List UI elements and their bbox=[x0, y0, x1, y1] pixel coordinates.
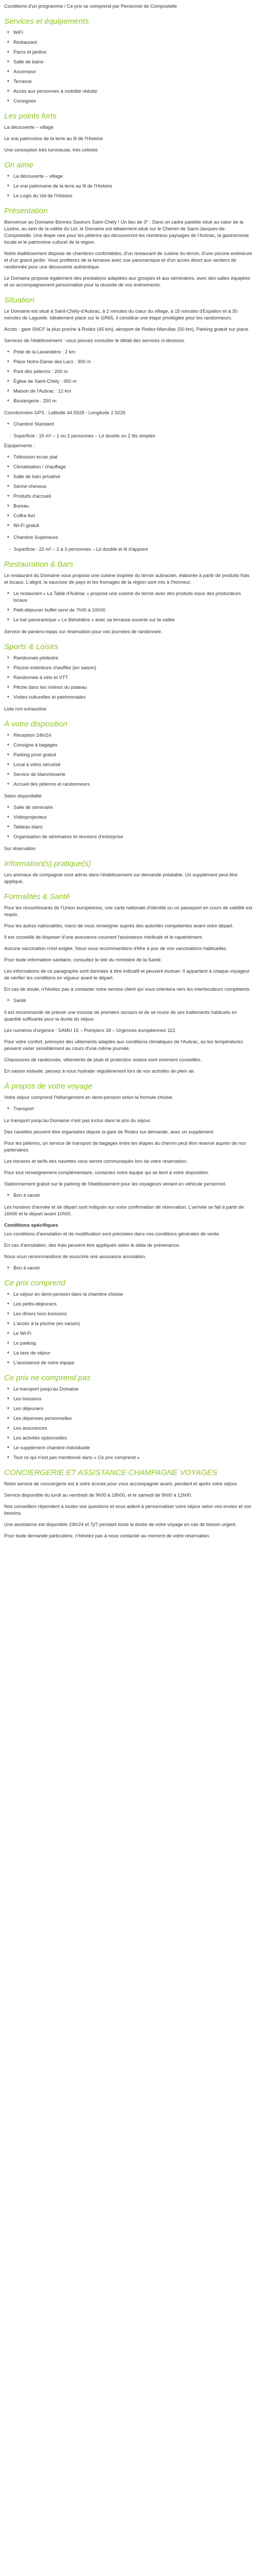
conditions-subheading: Conditions spécifiques bbox=[4, 1223, 58, 1228]
sante-list bbox=[4, 997, 254, 1004]
list-item: ■ Chambre Standard bbox=[13, 421, 254, 428]
propos-text: Les horaires et tarifs des navettes vous seront communiqués lors de votre réservation. bbox=[4, 1159, 188, 1164]
list-item: ■ Les déjeuners bbox=[13, 1405, 254, 1412]
list-item: ■ Service de blanchisserie bbox=[13, 771, 254, 778]
list-item: ■ Télévision écran plat bbox=[13, 454, 254, 461]
propos-text: Pour les pèlerins, un service de transport de bagages entre les étapes du chemin peut être réservé auprès de nos partenaires. bbox=[4, 1141, 246, 1153]
list-item: ■ Santé bbox=[13, 997, 254, 1004]
ne-comprend-heading: Ce prix ne comprend pas bbox=[4, 1374, 91, 1382]
infos-text: Les animaux de compagnie sont admis dans l'établissement sur demande préalable. Un supplément peut être appliqué. bbox=[4, 872, 238, 884]
list-item: ■ Piste de la Lavandière : 2 km bbox=[13, 349, 254, 355]
list-item: ■ Le supplément chambre individuelle bbox=[13, 1445, 254, 1451]
gps-text: Coordonnées GPS : Latitude 44.5928 - Longitude 2.9226 bbox=[4, 410, 126, 415]
list-item: ■ Maison de l'Aubrac : 12 km bbox=[13, 388, 254, 395]
intro-text: Conditions d'un programme / Ce prix se comprend par Personnel de Compostelle bbox=[4, 4, 178, 9]
room-list bbox=[4, 534, 254, 541]
situation-list bbox=[4, 349, 254, 404]
list-item: ■ Salle de séminaire bbox=[13, 804, 254, 811]
situation-text: Le Domaine est situé à Saint-Chély-d'Aubrac, à 2 minutes du cœur du village, à 15 minutes d'Espalion et à 30 minutes de Laguiole. Idéalement placé sur le GR65, il constitue une étape privilégiée pour les randonneurs. bbox=[4, 309, 238, 320]
formalites-text: Il est conseillé de disposer d'une assurance couvrant l'assistance médicale et le rapatriement. bbox=[4, 935, 203, 940]
list-item: ■ Parcs et jardins bbox=[13, 49, 254, 56]
formalites-text: Il est recommandé de prévoir une trousse de premiers secours et de se munir de ses traitements habituels en quantité suffisante pour la durée du séjour. bbox=[4, 1010, 237, 1022]
situation-heading: Situation bbox=[4, 296, 35, 304]
bon-a-savoir-list bbox=[4, 1192, 254, 1199]
propos-text: Les conditions d'annulation et de modification sont précisées dans nos conditions générales de vente. bbox=[4, 1231, 220, 1236]
list-item: ■ Le restaurant « La Table d'Aubrac » propose une cuisine du terroir avec des produits issus des producteurs locaux bbox=[13, 590, 254, 604]
formalites-text: Pour votre confort, prévoyez des vêtements adaptés aux conditions climatiques de l'Aubrac, où les températures peuvent varier sensiblement au cours d'une même journée. bbox=[4, 1039, 243, 1051]
bon-a-savoir-list bbox=[4, 1265, 254, 1272]
list-item: ■ Accueil des pèlerins et randonneurs bbox=[13, 781, 254, 788]
list-item: ■ Climatisation / chauffage bbox=[13, 464, 254, 470]
room-details bbox=[9, 433, 254, 439]
sports-list bbox=[4, 655, 254, 701]
restauration-heading: Restauration & Bars bbox=[4, 560, 74, 569]
conciergerie-text: Pour toute demande particulière, n'hésitez pas à nous contacter au moment de votre réservation. bbox=[4, 1533, 211, 1538]
propos-text: Pour tout renseignement complémentaire, contactez notre équipe qui se tient à votre disposition. bbox=[4, 1170, 209, 1175]
restauration-list bbox=[4, 590, 254, 623]
services-pro-note: Sur réservation bbox=[4, 846, 36, 851]
propos-heading: À propos de votre voyage bbox=[4, 1082, 92, 1091]
formalites-heading: Formalités & Santé bbox=[4, 892, 70, 901]
list-item: ■ Produits d'accueil bbox=[13, 493, 254, 500]
propos-text: Stationnement gratuit sur le parking de l'établissement pour les voyageurs venant en véhicule personnel. bbox=[4, 1181, 227, 1187]
on-aime-list bbox=[4, 173, 254, 199]
formalites-text: Chaussures de randonnée, vêtements de pluie et protection solaire sont vivement conseillés. bbox=[4, 1057, 202, 1062]
list-item: ■ Transport bbox=[13, 1106, 254, 1112]
propos-text: Le transport jusqu'au Domaine n'est pas inclus dans le prix du séjour. bbox=[4, 1118, 152, 1123]
on-aime-heading: On aime bbox=[4, 161, 34, 170]
formalites-text: En saison estivale, pensez à vous hydrater régulièrement lors de vos activités de plein air. bbox=[4, 1069, 196, 1074]
list-item: ■ Réception 24h/24 bbox=[13, 732, 254, 739]
propos-text: Les horaires d'arrivée et de départ sont indiqués sur votre confirmation de réservation. L'arrivée se fait à partir de 16h00 et le départ avant 10h00. bbox=[4, 1205, 244, 1216]
formalites-text: Pour les autres nationalités, merci de vous renseigner auprès des autorités compétentes avant votre départ. bbox=[4, 923, 234, 928]
list-item: ■ Les petits-déjeuners bbox=[13, 1301, 254, 1308]
list-item: ■ Organisation de séminaires et réunions d'entreprise bbox=[13, 834, 254, 840]
equipment-list bbox=[4, 454, 254, 529]
list-item: ■ Sèche-cheveux bbox=[13, 483, 254, 490]
list-item: ■ Pont des pèlerins : 200 m bbox=[13, 368, 254, 375]
room-details bbox=[9, 546, 254, 553]
list-item: ■ Place Notre-Dame des Lacs : 300 m bbox=[13, 359, 254, 365]
list-item: ■ Le transport jusqu'au Domaine bbox=[13, 1386, 254, 1393]
list-item: ■ Accès aux personnes à mobilité réduite bbox=[13, 88, 254, 95]
conciergerie-text: Notre service de conciergerie est à votre écoute pour vous accompagner avant, pendant et après votre séjour. bbox=[4, 1481, 238, 1486]
points-forts-heading: Les points forts bbox=[4, 112, 57, 121]
list-item: ■ Wi-Fi gratuit bbox=[13, 522, 254, 529]
restauration-text: Le restaurant du Domaine vous propose une cuisine inspirée du terroir aubracien, élaborée à partir de produits frais et locaux. L'aligot, la saucisse de pays et les fromages de la région sont mis à l'honneur. bbox=[4, 573, 250, 585]
list-item: ■ Les dîners hors boissons bbox=[13, 1311, 254, 1317]
room-list bbox=[4, 421, 254, 428]
list-item: ■ Tout ce qui n'est pas mentionné dans « Ce prix comprend » bbox=[13, 1454, 254, 1461]
restauration-text: Service de paniers-repas sur réservation pour vos journées de randonnée. bbox=[4, 629, 163, 634]
list-item: ■ Terrasse bbox=[13, 78, 254, 85]
list-item: ■ Bon à savoir bbox=[13, 1192, 254, 1199]
services-pro-list bbox=[4, 804, 254, 840]
list-item: ■ L'accès à la piscine (en saison) bbox=[13, 1320, 254, 1327]
situation-text: Accès : gare SNCF la plus proche à Rodez (45 km), aéroport de Rodez-Marcillac (50 km). Parking gratuit sur place. bbox=[4, 327, 250, 332]
list-item: ■ Les boissons bbox=[13, 1396, 254, 1402]
presentation-text: Bienvenue au Domaine Bonnes Saveurs Saint-Chély ! Un lieu de 3* : Dans un cadre paisible situé au cœur de la Lozère, au sein de la vallée du Lot, le Domaine est idéalement situé sur le Chemin de Saint-Jacques-de-Compostelle. Une étape rare pour les pèlerins qui découvriront les nombreux paysages de l'Aubrac, la gastronomie locale et le patrimoine culturel de la région. bbox=[4, 219, 249, 245]
dispo-heading: À votre disposition bbox=[4, 720, 68, 728]
propos-text: Votre séjour comprend l'hébergement en demi-pension selon la formule choisie. bbox=[4, 1095, 174, 1100]
services-list bbox=[4, 29, 254, 105]
infos-heading: Information(s) pratique(s) bbox=[4, 859, 91, 868]
prix-heading: Ce prix comprend bbox=[4, 1279, 66, 1287]
list-item: ■ Salle de bain privative bbox=[13, 473, 254, 480]
list-item: ■ Le bar panoramique « Le Belvédère » avec sa terrasse ouverte sur la vallée bbox=[13, 617, 254, 623]
sports-note: Liste non exhaustive bbox=[4, 706, 47, 711]
list-item: ■ Coffre-fort bbox=[13, 513, 254, 519]
propos-text: En cas d'annulation, des frais peuvent être appliqués selon le délai de prévenance. bbox=[4, 1243, 181, 1248]
list-item: ■ Le séjour en demi-pension dans la chambre choisie bbox=[13, 1291, 254, 1298]
list-item: ■ Tableau blanc bbox=[13, 824, 254, 831]
presentation-text: Notre établissement dispose de chambres confortables, d'un restaurant de cuisine du terroir, d'une piscine extérieure et d'un grand jardin. Vous profiterez de la terrasse avec vue panoramique et d'un accès direct aux sentiers de randonnée pour une découverte authentique. bbox=[4, 251, 252, 269]
list-item: ■ Les activités optionnelles bbox=[13, 1435, 254, 1442]
list-item: ■ WiFi bbox=[13, 29, 254, 36]
services-heading: Services et équipements bbox=[4, 17, 89, 26]
list-item: ■ Randonnée à vélo et VTT bbox=[13, 674, 254, 681]
list-item: ■ Restaurant bbox=[13, 39, 254, 46]
list-item: ■ La découverte – village bbox=[13, 173, 254, 180]
list-item: ◦ Superficie : 22 m² – 2 à 3 personnes – Lit double et lit d'appoint bbox=[9, 546, 254, 553]
propos-text: Nous vous recommandons de souscrire une assurance annulation. bbox=[4, 1254, 147, 1259]
list-item: ■ Local à vélos sécurisé bbox=[13, 761, 254, 768]
formalites-text: Pour toute information sanitaire, consultez le site du ministère de la Santé. bbox=[4, 957, 162, 962]
points-forts-text: La découverte – village bbox=[4, 125, 54, 130]
presentation-text: Le Domaine propose également des prestations adaptées aux groupes et aux séminaires, avec des salles équipées et un accompagnement personnalisé pour la réussite de vos événements. bbox=[4, 276, 251, 287]
list-item: ■ Parking privé gratuit bbox=[13, 752, 254, 758]
conciergerie-text: Nos conseillers répondent à toutes vos questions et vous aident à personnaliser votre séjour selon vos envies et vos besoins. bbox=[4, 1504, 252, 1516]
list-item: ■ Pêche dans les rivières du plateau bbox=[13, 684, 254, 691]
presentation-heading: Présentation bbox=[4, 207, 48, 215]
formalites-text: Pour les ressortissants de l'Union européenne, une carte nationale d'identité ou un passeport en cours de validité est requis. bbox=[4, 905, 252, 917]
list-item: ■ Consigne à bagages bbox=[13, 742, 254, 749]
list-item: ■ Visites culturelles et patrimoniales bbox=[13, 694, 254, 701]
ne-comprend-list bbox=[4, 1386, 254, 1461]
formalites-text: Aucune vaccination n'est exigée. Nous vous recommandons d'être à jour de vos vaccinations habituelles. bbox=[4, 946, 228, 951]
list-item: ■ Les dépenses personnelles bbox=[13, 1415, 254, 1422]
list-item: ■ Les assurances bbox=[13, 1425, 254, 1432]
transport-list bbox=[4, 1106, 254, 1112]
formalites-text: En cas de doute, n'hésitez pas à contacter notre service client qui vous orientera vers les interlocuteurs compétents. bbox=[4, 987, 251, 992]
list-item: ■ Piscine extérieure chauffée (en saison) bbox=[13, 665, 254, 671]
conciergerie-text: Service disponible du lundi au vendredi de 9h00 à 18h00, et le samedi de 9h00 à 12h00. bbox=[4, 1493, 192, 1498]
sports-heading: Sports & Loisirs bbox=[4, 642, 59, 651]
dispo-list bbox=[4, 732, 254, 788]
list-item: ■ Petit-déjeuner buffet servi de 7h00 à 10h00 bbox=[13, 607, 254, 614]
list-item: ■ Consignes bbox=[13, 98, 254, 105]
list-item: ■ La taxe de séjour bbox=[13, 1350, 254, 1357]
room-text: Équipements : bbox=[4, 443, 35, 448]
list-item: ■ L'assistance de notre équipe bbox=[13, 1360, 254, 1366]
formalites-text: Les informations de ce paragraphe sont données à titre indicatif et peuvent évoluer. Il appartient à chaque voyageur de vérifier les conditions en vigueur avant le départ. bbox=[4, 969, 250, 980]
list-item: ■ Salle de bains bbox=[13, 59, 254, 65]
situation-text: Services de l'établissement : vous pouvez consulter le détail des services ci-dessous. bbox=[4, 338, 186, 343]
points-forts-text: Une conception très lumineuse, très colorée bbox=[4, 147, 98, 152]
list-item: ■ Randonnée pédestre bbox=[13, 655, 254, 662]
dispo-note: Selon disponibilité bbox=[4, 793, 42, 799]
list-item: ■ Le vrai patrimoine de la terre au fil de l'Histoire bbox=[13, 183, 254, 190]
list-item: ■ Vidéoprojecteur bbox=[13, 814, 254, 821]
list-item: ■ Église de Saint-Chély : 350 m bbox=[13, 378, 254, 385]
prix-list bbox=[4, 1291, 254, 1366]
list-item: ◦ Superficie : 15 m² – 1 ou 2 personnes – Lit double ou 2 lits simples bbox=[9, 433, 254, 439]
conciergerie-heading: CONCIERGERIE ET ASSISTANCE CHAMPAGNE VOYAGES bbox=[4, 1468, 218, 1477]
list-item: ■ Chambre Supérieure bbox=[13, 534, 254, 541]
points-forts-text: Le vrai patrimoine de la terre au fil de l'Histoire bbox=[4, 136, 103, 141]
formalites-text: Les numéros d'urgence : SAMU 15 – Pompiers 18 – Urgences européennes 112. bbox=[4, 1028, 176, 1033]
list-item: ■ Bon à savoir bbox=[13, 1265, 254, 1272]
list-item: ■ Ascenseur bbox=[13, 69, 254, 75]
propos-text: Des navettes peuvent être organisées depuis la gare de Rodez sur demande, avec un supplément. bbox=[4, 1129, 215, 1134]
list-item: ■ Boulangerie : 250 m bbox=[13, 398, 254, 404]
list-item: ■ Le Logis du Val de l'Histoire bbox=[13, 193, 254, 199]
list-item: ■ Le Wi-Fi bbox=[13, 1330, 254, 1337]
list-item: ■ Bureau bbox=[13, 503, 254, 510]
list-item: ■ Le parking bbox=[13, 1340, 254, 1347]
conciergerie-text: Une assistance est disponible 24h/24 et 7j/7 pendant toute la durée de votre voyage en cas de besoin urgent. bbox=[4, 1522, 237, 1527]
